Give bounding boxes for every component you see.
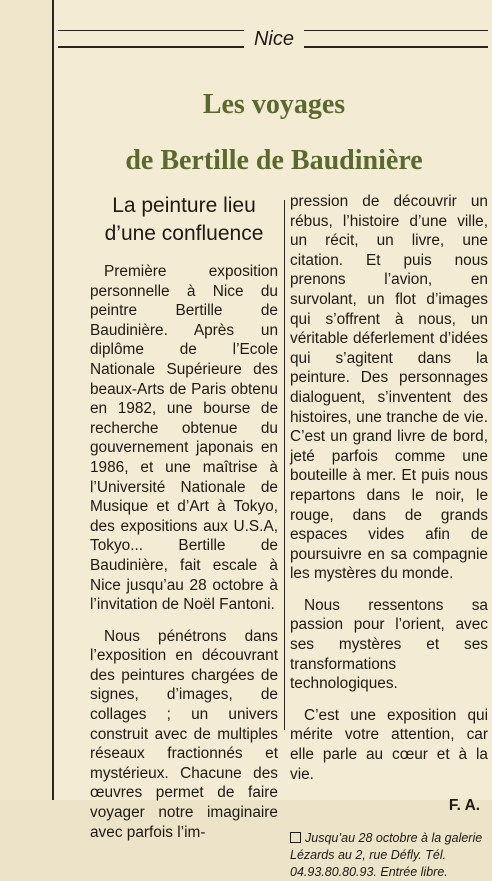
article-column-left	[90, 192, 278, 854]
article-column-right	[290, 192, 488, 881]
square-bullet-icon	[290, 832, 301, 843]
headline-line-1: Les voyages	[202, 89, 346, 120]
author-signature: F. A.	[448, 797, 480, 815]
column-divider	[284, 200, 285, 730]
exhibition-info-text: Jusqu’au 28 octobre à la galerie Lézards au 2, rue Défly. Tél. 04.93.80.80.93. Entrée libre.	[290, 830, 483, 879]
page-margin	[0, 0, 52, 800]
paragraph: Première exposition personnelle à Nice du peintre Bertille de Baudinière. Après un diplôme de l’Ecole Nationale Supérieure des beaux-Arts de Paris obtenu en 1982, une bourse de recherche obtenue du gouvernement japonais en 1986, et une maîtrise à l’Université Nationale de Musique et d’Art à Tokyo, des expositions aux U.S.A, Tokyo... Bertille de Baudinière, fait escale à Nice jusqu’au 28 octobre à l’invitation de Noël Fantoni.	[90, 263, 278, 614]
rubric-label: Nice	[244, 28, 304, 50]
newspaper-article	[52, 0, 492, 879]
paragraph: Nous ressentons sa passion pour l’orient, avec ses mystères et ses transformations technologiques.	[290, 596, 488, 693]
paragraph: Nous pénétrons dans l’exposition en découvrant des peintures chargées de signes, d’images, de collages ; un univers construit avec de multiples réseaux fractionnés et mystérieux. Chacune des œuvres permet de faire voyager notre imaginaire avec parfois l’im-	[90, 627, 278, 841]
paragraph: pression de découvrir un rébus, l’histoire d’une ville, un récit, un livre, une citation. Et puis nous prenons l’avion, en survolant, un flot d’images qui s’offrent à nous, un véritable déferlement d’idées qui s’agitent dans la peinture. Des personnages dialoguent, s’inventent des histoires, une tranche de vie. C’est un grand livre de bord, jeté parfois comme une bouteille à mer. Et puis nous repartons dans le noir, le rouge, dans de grands espaces vides afin de poursuivre en sa compagnie les mystères du monde.	[290, 193, 488, 583]
section-rubric	[54, 30, 492, 48]
subheadline: La peinture lieu d’une confluence	[104, 194, 264, 245]
headline-line-2: de Bertille de Baudinière	[125, 145, 423, 176]
paragraph: C’est une exposition qui mérite votre attention, car elle parle au cœur et à la vie.	[290, 706, 488, 783]
exhibition-info	[290, 830, 488, 881]
